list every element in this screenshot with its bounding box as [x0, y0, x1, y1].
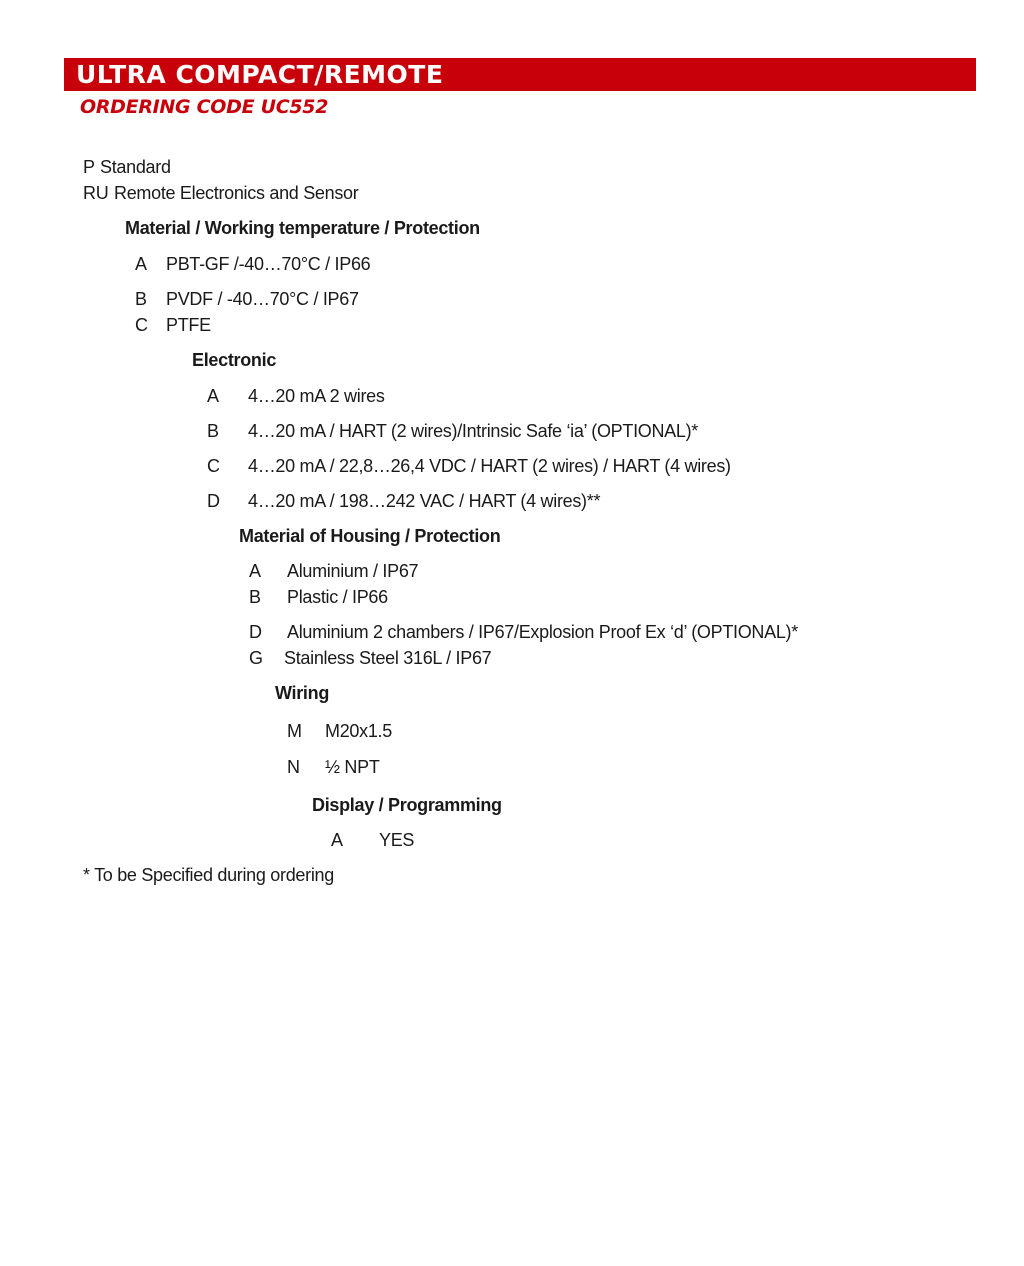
- material-section-heading: Material / Working temperature / Protection: [125, 218, 480, 238]
- material-label-a: PBT-GF /-40…70°C / IP66: [166, 254, 371, 274]
- version-label-standard: Standard: [100, 157, 171, 177]
- material-code-b: B: [135, 289, 147, 309]
- wiring-label-n: ½ NPT: [325, 757, 380, 777]
- housing-section-heading: Material of Housing / Protection: [239, 526, 501, 546]
- display-code-a: A: [331, 830, 343, 850]
- material-label-c: PTFE: [166, 315, 211, 335]
- wiring-code-n: N: [287, 757, 300, 777]
- electronic-label-c: 4…20 mA / 22,8…26,4 VDC / HART (2 wires) / HART (4 wires): [248, 456, 731, 476]
- title-bar: [64, 58, 976, 91]
- wiring-code-m: M: [287, 721, 302, 741]
- electronic-code-d: D: [207, 491, 220, 511]
- electronic-code-c: C: [207, 456, 220, 476]
- housing-label-a: Aluminium / IP67: [287, 561, 419, 581]
- housing-code-b: B: [249, 587, 261, 607]
- page-title: ULTRA COMPACT/REMOTE: [76, 60, 444, 89]
- housing-label-b: Plastic / IP66: [287, 587, 388, 607]
- footnote: * To be Specified during ordering: [83, 865, 334, 885]
- housing-code-a: A: [249, 561, 261, 581]
- material-label-b: PVDF / -40…70°C / IP67: [166, 289, 359, 309]
- electronic-code-a: A: [207, 386, 219, 406]
- ordering-code-subtitle: ORDERING CODE UC552: [80, 96, 329, 118]
- material-code-a: A: [135, 254, 147, 274]
- display-section-heading: Display / Programming: [312, 795, 502, 815]
- version-code-ru: RU: [83, 183, 109, 203]
- display-label-a: YES: [379, 830, 415, 850]
- housing-code-g: G: [249, 648, 263, 668]
- electronic-code-b: B: [207, 421, 219, 441]
- version-code-p: P: [83, 157, 95, 177]
- housing-label-g: Stainless Steel 316L / IP67: [284, 648, 492, 668]
- wiring-section-heading: Wiring: [275, 683, 330, 703]
- version-label-remote: Remote Electronics and Sensor: [114, 183, 359, 203]
- electronic-label-b: 4…20 mA / HART (2 wires)/Intrinsic Safe ‘ia’ (OPTIONAL)*: [248, 421, 698, 441]
- wiring-label-m: M20x1.5: [325, 721, 392, 741]
- electronic-label-a: 4…20 mA 2 wires: [248, 386, 385, 406]
- electronic-label-d: 4…20 mA / 198…242 VAC / HART (4 wires)**: [248, 491, 601, 511]
- electronic-section-heading: Electronic: [192, 350, 277, 370]
- housing-label-d: Aluminium 2 chambers / IP67/Explosion Proof Ex ‘d’ (OPTIONAL)*: [287, 622, 798, 642]
- housing-code-d: D: [249, 622, 262, 642]
- material-code-c: C: [135, 315, 148, 335]
